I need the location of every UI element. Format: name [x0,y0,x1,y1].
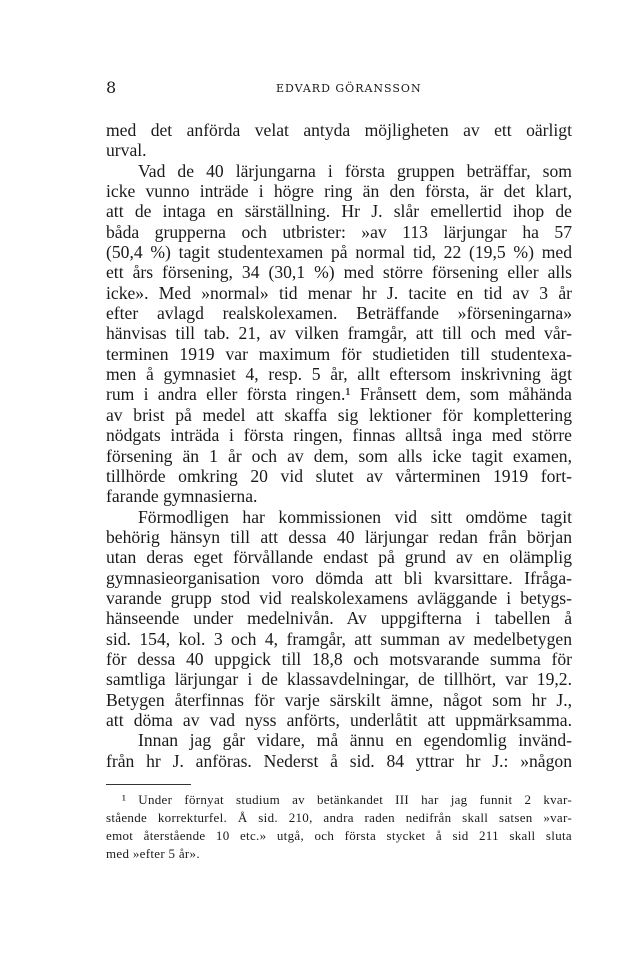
text-line: gymnasieorganisation voro dömda att bli kvarsittare. Ifråga- [106,567,572,588]
footnote-divider [106,784,191,785]
text-line: urval. [106,140,147,161]
text-line: tillhörde omkring 20 vid slutet av vårterminen 1919 fort- [106,465,572,486]
page-header [106,78,572,108]
text-line: samtliga lärjungar i de klassavdelningar, de tillhört, var 19,2. [106,669,572,690]
text-line: Betygen återfinnas för varje särskilt ämne, något som hr J., [106,689,572,710]
text-line: ett års försening, 34 (30,1 %) med större försening eller alls [106,262,572,283]
page [106,78,572,863]
text-line: försening än 1 år och av dem, som alls icke tagit examen, [106,445,572,466]
text-line: icke vunno inträde i högre ring än den första, är det klart, [106,181,572,202]
footnote-line: emot återstående 10 etc.» utgå, och första stycket å sid 211 skall sluta [106,828,572,843]
text-line: att de intaga en särställning. Hr J. slår emellertid ihop de [106,201,572,222]
text-line: varande grupp stod vid realskolexamens avläggande i betygs- [106,587,572,608]
text-line: behörig hänsyn till att dessa 40 lärjungar redan från början [106,526,572,547]
text-line: icke». Med »normal» tid menar hr J. tacite en tid av 3 år [106,282,572,303]
text-line: terminen 1919 var maximum för studietiden till studentexa- [106,343,572,364]
footnote-line: ¹ Under förnyat studium av betänkandet III har jag funnit 2 kvar- [122,792,572,807]
text-line: hänseende under medelnivån. Av uppgifterna i tabellen å [106,608,572,629]
page-number: 8 [106,78,117,97]
footnote-line: stående korrekturfel. Å sid. 210, andra raden nedifrån skall satsen »var- [106,810,572,825]
text-line: från hr J. anföras. Nederst å sid. 84 yttrar hr J.: »någon [106,750,572,771]
text-line: sid. 154, kol. 3 och 4, framgår, att summan av medelbetygen [106,628,572,649]
text-line: med det anförda velat antyda möjligheten av ett oärligt [106,120,572,140]
text-line: farande gymnasierna. [106,486,258,507]
text-line: men å gymnasiet 4, resp. 5 år, allt eftersom inskrivning ägt [106,364,572,385]
text-line: av brist på medel att skaffa sig lektioner för komplettering [106,404,572,425]
footnote-line: med »efter 5 år». [106,846,200,861]
text-line: Vad de 40 lärjungarna i första gruppen beträffar, som [138,160,572,181]
running-head: EDVARD GÖRANSSON [276,82,422,95]
footnote [106,791,572,863]
text-line: utan deras eget förvållande endast på grund av en olämplig [106,547,572,568]
text-line: (50,4 %) tagit studentexamen på normal tid, 22 (19,5 %) med [106,242,572,263]
body-text [106,120,572,771]
text-line: Innan jag går vidare, må ännu en egendomlig invänd- [138,730,572,751]
text-line: rum i andra eller första ringen.¹ Frånsett dem, som måhända [106,384,572,405]
text-line: nödgats inträda i första ringen, finnas alltså inga med större [106,425,572,446]
text-line: Förmodligen har kommissionen vid sitt omdöme tagit [138,506,572,527]
text-line: för dessa 40 uppgick till 18,8 och motsvarande summa för [106,648,572,669]
text-line: båda grupperna och utbrister: »av 113 lärjungar ha 57 [106,221,572,242]
text-line: efter avlagd realskolexamen. Beträffande »förseningarna» [106,303,572,324]
text-line: att döma av vad nyss anförts, underlåtit att uppmärksamma. [106,709,572,730]
text-line: hänvisas till tab. 21, av vilken framgår, att till och med vår- [106,323,572,344]
